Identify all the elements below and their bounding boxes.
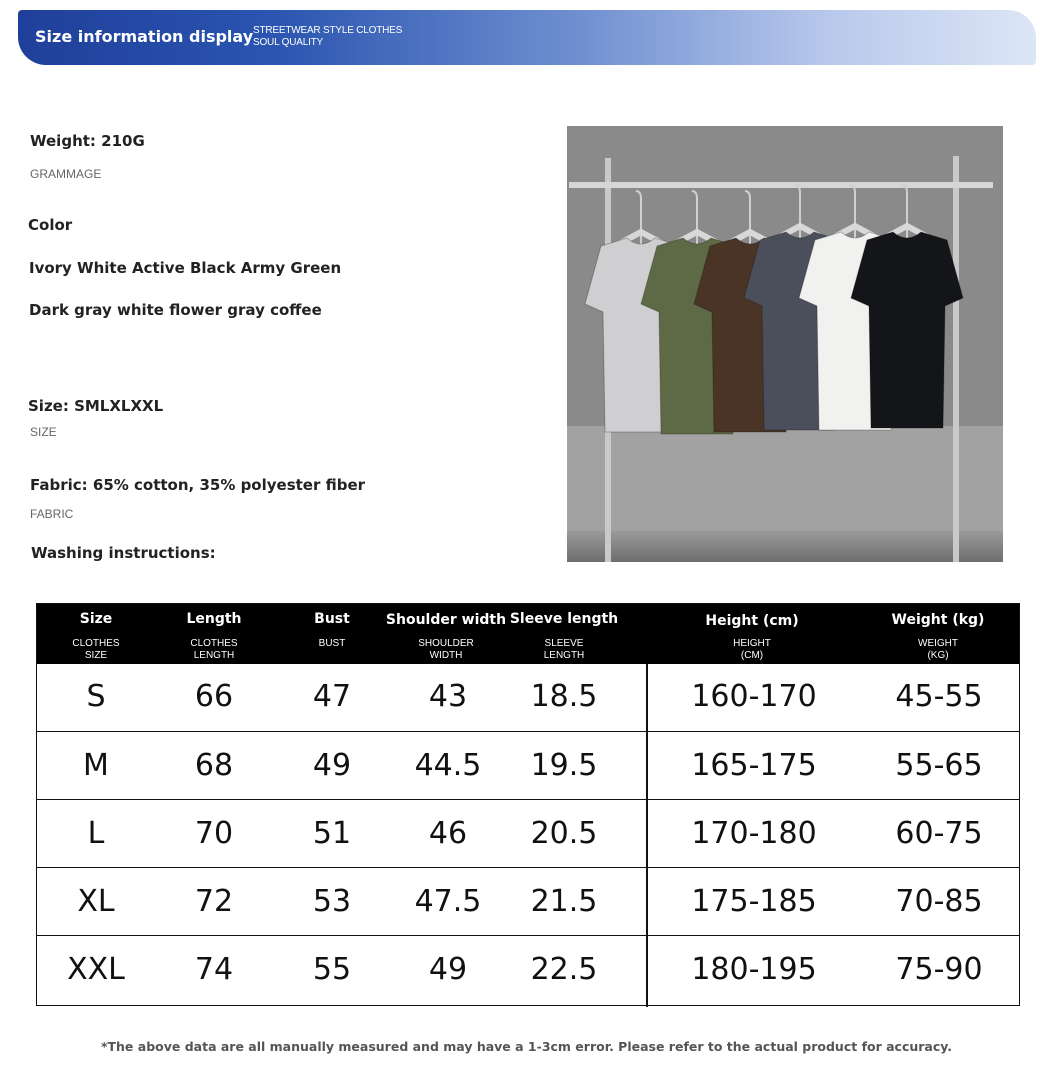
cell-weight: 75-90 xyxy=(895,952,983,987)
size-label: Size: SMLXLXXL xyxy=(28,397,164,415)
size-sublabel: SIZE xyxy=(30,425,57,439)
color-list-line1: Ivory White Active Black Army Green xyxy=(29,259,342,277)
column-title: Height (cm) xyxy=(705,613,799,629)
cell-length: 68 xyxy=(194,748,234,783)
column-subtitle: WEIGHT (KG) xyxy=(918,638,958,661)
cell-size: L xyxy=(87,816,105,851)
column-title: Weight (kg) xyxy=(891,612,985,628)
cell-weight: 45-55 xyxy=(895,679,983,714)
cell-sleeve-length: 22.5 xyxy=(530,952,598,987)
table-row xyxy=(37,731,1019,799)
cell-height: 165-175 xyxy=(691,748,817,783)
cell-bust: 53 xyxy=(312,884,352,919)
cell-shoulder-width: 44.5 xyxy=(414,748,482,783)
cell-sleeve-length: 21.5 xyxy=(530,884,598,919)
column-title: Shoulder width xyxy=(385,612,507,628)
column-header-sleeve-length xyxy=(507,604,621,664)
cell-length: 72 xyxy=(194,884,234,919)
cell-weight: 60-75 xyxy=(895,816,983,851)
banner-subtitle-line1: STREETWEAR STYLE CLOTHES xyxy=(253,25,403,36)
cell-sleeve-length: 19.5 xyxy=(530,748,598,783)
cell-size: S xyxy=(86,679,106,714)
measurement-disclaimer: *The above data are all manually measured and may have a 1-3cm error. Please refer to the actual product for accuracy. xyxy=(100,1039,953,1054)
column-subtitle: CLOTHES LENGTH xyxy=(190,638,238,661)
fabric-label: Fabric: 65% cotton, 35% polyester fiber xyxy=(30,476,366,494)
column-header-height xyxy=(647,604,857,664)
table-row xyxy=(37,799,1019,867)
weight-sublabel: GRAMMAGE xyxy=(30,167,102,181)
column-header-size xyxy=(37,604,155,664)
weight-label: Weight: 210G xyxy=(30,132,145,150)
cell-size: XXL xyxy=(67,952,125,987)
column-title: Sleeve length xyxy=(509,611,619,627)
size-table xyxy=(36,603,1020,1006)
cell-shoulder-width: 46 xyxy=(428,816,468,851)
cell-shoulder-width: 43 xyxy=(428,679,468,714)
cell-sleeve-length: 20.5 xyxy=(530,816,598,851)
cell-length: 70 xyxy=(194,816,234,851)
column-subtitle: SLEEVE LENGTH xyxy=(543,638,585,661)
cell-height: 160-170 xyxy=(691,679,817,714)
column-subtitle: SHOULDER WIDTH xyxy=(418,638,474,661)
table-row xyxy=(37,935,1019,1003)
cell-weight: 55-65 xyxy=(895,748,983,783)
product-photo xyxy=(567,126,1003,562)
cell-length: 74 xyxy=(194,952,234,987)
rack-bar xyxy=(569,182,993,188)
size-table-header xyxy=(37,604,1019,664)
column-header-weight xyxy=(857,604,1019,664)
cell-size: M xyxy=(83,748,109,783)
table-row xyxy=(37,663,1019,731)
column-title: Size xyxy=(79,611,113,627)
column-header-shoulder-width xyxy=(385,604,507,664)
cell-shoulder-width: 47.5 xyxy=(414,884,482,919)
column-subtitle: BUST xyxy=(318,638,346,649)
column-header-length xyxy=(155,604,273,664)
cell-height: 175-185 xyxy=(691,884,817,919)
column-title: Length xyxy=(186,611,242,627)
column-subtitle: CLOTHES SIZE xyxy=(72,638,120,661)
cell-length: 66 xyxy=(194,679,234,714)
column-header-bust xyxy=(273,604,391,664)
rack-pole-right xyxy=(953,156,959,562)
cell-bust: 49 xyxy=(312,748,352,783)
column-subtitle: HEIGHT (CM) xyxy=(733,638,771,661)
cell-size: XL xyxy=(77,884,115,919)
fabric-sublabel: FABRIC xyxy=(30,507,74,521)
cell-sleeve-length: 18.5 xyxy=(530,679,598,714)
column-title: Bust xyxy=(314,611,350,627)
banner-title: Size information display xyxy=(35,27,254,46)
washing-label: Washing instructions: xyxy=(31,544,216,562)
cell-weight: 70-85 xyxy=(895,884,983,919)
banner-subtitle-line2: SOUL QUALITY xyxy=(253,37,324,48)
cell-height: 180-195 xyxy=(691,952,817,987)
color-label: Color xyxy=(28,216,73,234)
cell-bust: 51 xyxy=(312,816,352,851)
clothes-rack-image xyxy=(567,126,1003,562)
cell-height: 170-180 xyxy=(691,816,817,851)
cell-bust: 47 xyxy=(312,679,352,714)
banner-subtitle xyxy=(253,25,402,49)
cell-shoulder-width: 49 xyxy=(428,952,468,987)
color-list-line2: Dark gray white flower gray coffee xyxy=(29,301,322,319)
header-banner xyxy=(18,10,1036,65)
table-row xyxy=(37,867,1019,935)
cell-bust: 55 xyxy=(312,952,352,987)
